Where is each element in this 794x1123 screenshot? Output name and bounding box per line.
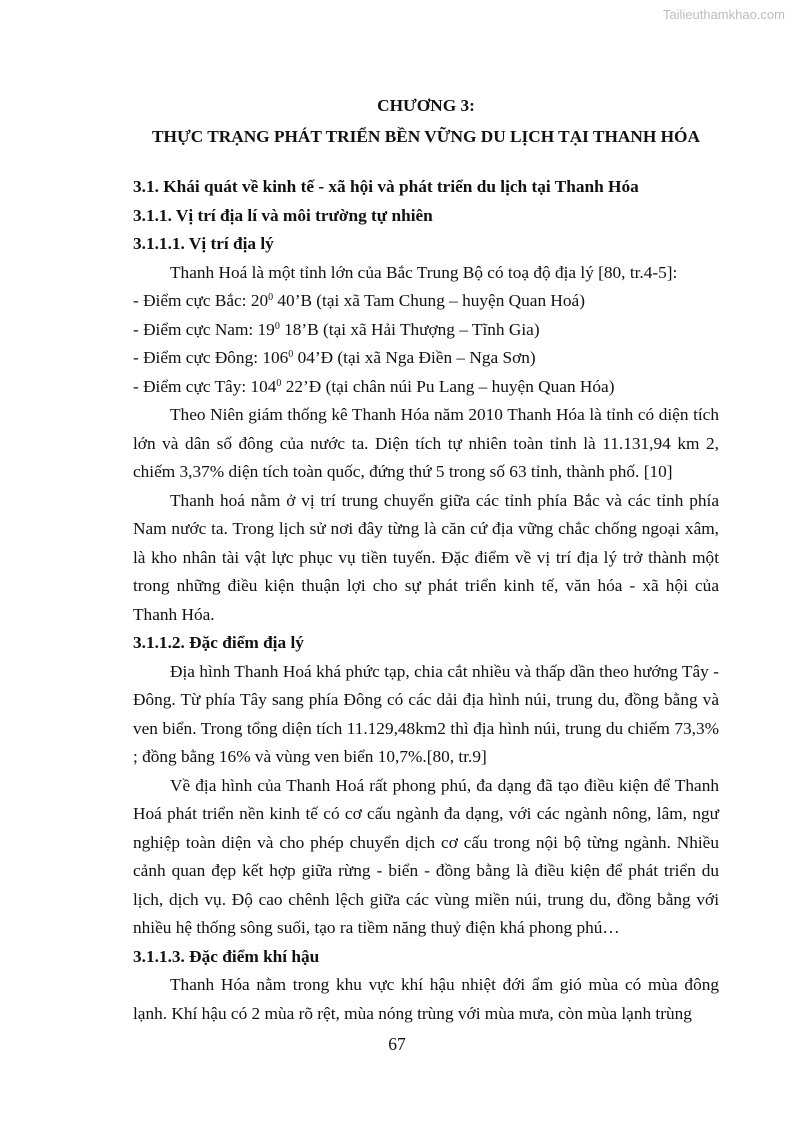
paragraph-climate: Thanh Hóa nằm trong khu vực khí hậu nhiệt đới ẩm gió mùa có mùa đông lạnh. Khí hậu có 2 mùa rõ rệt, mùa nóng trùng với mùa mưa, còn mùa lạnh trùng [133,975,719,1023]
chapter-title: THỰC TRẠNG PHÁT TRIỂN BỀN VỮNG DU LỊCH TẠI THANH HÓA [152,126,700,146]
page-number: 67 [388,1034,406,1054]
heading-3-1-1-2: 3.1.1.2. Đặc điểm địa lý [133,633,304,652]
document-page [133,92,719,1028]
point-north: - Điểm cực Bắc: $20^0$ 40’B (tại xã Tam Chung – huyện Quan Hoá) [133,291,585,310]
paragraph-terrain-benefits: Về địa hình của Thanh Hoá rất phong phú, đa dạng đã tạo điều kiện để Thanh Hoá phát triển nền kinh tế có cơ cấu ngành đa dạng, với các ngành nông, lâm, ngư nghiệp toàn diện và cho phép chuyển dịch cơ cấu trong nội bộ từng ngành. Nhiều cảnh quan đẹp kết hợp giữa rừng - biển - đồng bằng là điều kiện để phát triển du lịch, dịch vụ. Độ cao chênh lệch giữa các vùng miền núi, trung du, đồng bằng với nhiều hệ thống sông suối, tạo ra tiềm năng thuỷ điện khá phong phú… [133,775,719,937]
paragraph-location: Thanh hoá nằm ở vị trí trung chuyển giữa các tỉnh phía Bắc và các tỉnh phía Nam nước ta. Trong lịch sử nơi đây từng là căn cứ địa vững chắc chống ngoại xâm, là kho nhân tài vật lực phục vụ tiền tuyến. Đặc điểm về vị trí địa lý trở thành một trong những điều kiện thuận lợi cho sự phát triển kinh tế, văn hóa - xã hội của Thanh Hóa. [133,490,719,624]
chapter-number: CHƯƠNG 3: [377,96,475,115]
point-east: - Điểm cực Đông: $106^0$ 04’Đ (tại xã Nga Điền – Nga Sơn) [133,348,536,367]
heading-3-1-1-1: 3.1.1.1. Vị trí địa lý [133,234,274,253]
heading-3-1: 3.1. Khái quát về kinh tế - xã hội và phát triển du lịch tại Thanh Hóa [133,177,639,196]
point-west: - Điểm cực Tây: $104^0$ 22’Đ (tại chân núi Pu Lang – huyện Quan Hóa) [133,376,615,396]
intro-paragraph: Thanh Hoá là một tỉnh lớn của Bắc Trung Bộ có toạ độ địa lý [80, tr.4-5]: [170,262,678,282]
point-south: - Điểm cực Nam: $19^0$ 18’B (tại xã Hải Thượng – Tĩnh Gia) [133,319,540,339]
paragraph-terrain: Địa hình Thanh Hoá khá phức tạp, chia cắt nhiều và thấp dần theo hướng Tây - Đông. Từ phía Tây sang phía Đông có các dải địa hình núi, trung du, đồng bằng và ven biển. Trong tổng diện tích 11.129,48km2 thì địa hình núi, trung du chiếm 73,3% ; đồng bằng 16% và vùng ven biển 10,7%.[80, tr.9] [133,661,719,766]
heading-3-1-1: 3.1.1. Vị trí địa lí và môi trường tự nhiên [133,205,433,225]
watermark: Tailieuthamkhao.com [662,7,785,22]
heading-3-1-1-3: 3.1.1.3. Đặc điểm khí hậu [133,946,320,966]
paragraph-area: Theo Niên giám thống kê Thanh Hóa năm 2010 Thanh Hóa là tỉnh có diện tích lớn và dân số đông của nước ta. Diện tích tự nhiên toàn tỉnh là 11.131,94 km 2, chiếm 3,37% diện tích toàn quốc, đứng thứ 5 trong số 63 tỉnh, thành phố. [10] [133,405,719,481]
